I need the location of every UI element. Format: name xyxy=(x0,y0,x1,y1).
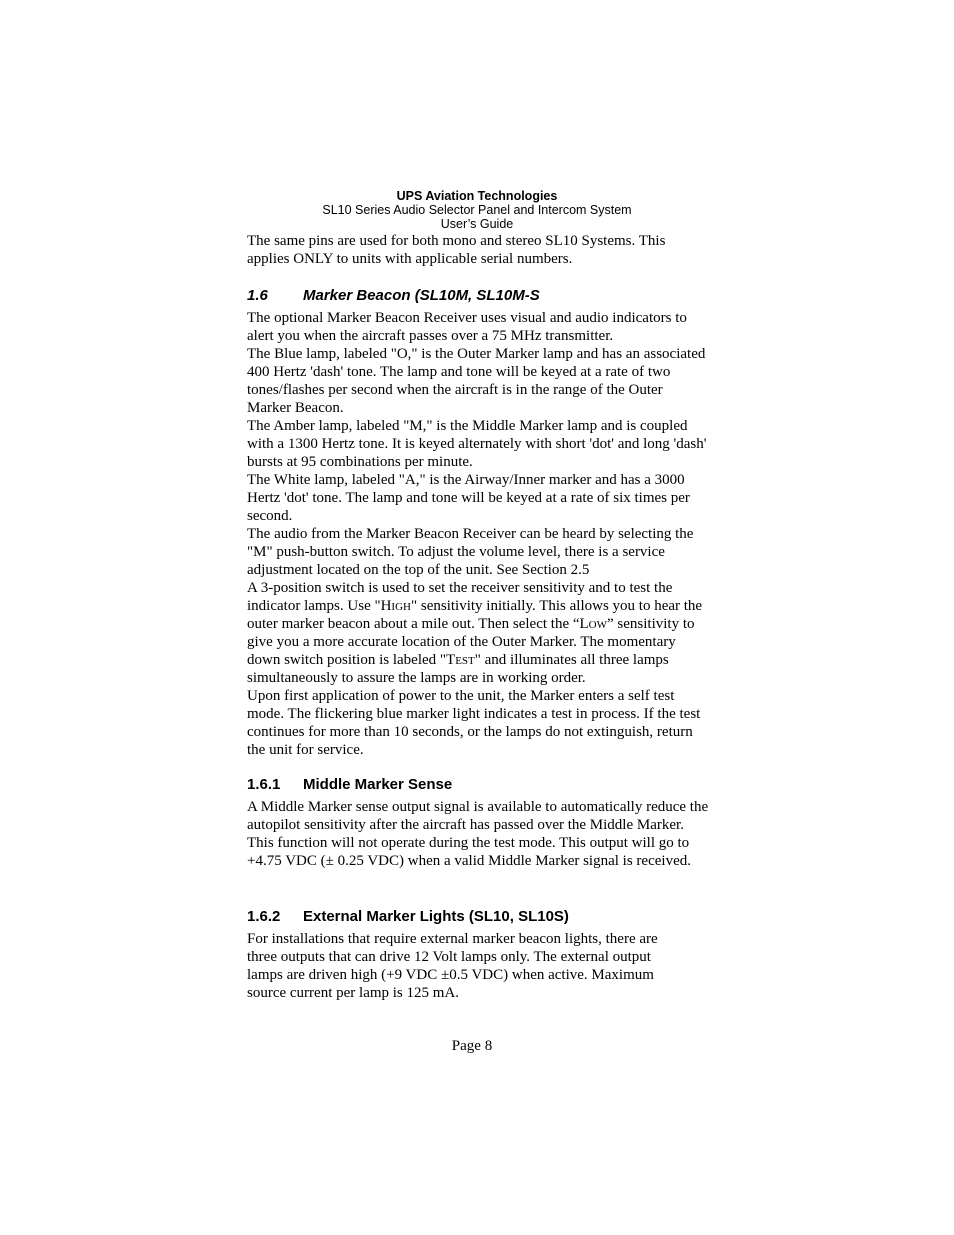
page-number: Page 8 xyxy=(451,1038,493,1054)
text-run: ” sensitivity to give you a more accurate location of the Outer Marker. The momentary down switch position is labeled " xyxy=(247,616,695,668)
text-run: A 3-position switch is used to set the receiver sensitivity and to test the indicator lamps. Use " xyxy=(247,580,673,614)
section-number: 1.6.1 xyxy=(247,776,281,793)
section-title: External Marker Lights (SL10, SL10S) xyxy=(303,908,569,925)
paragraph: The optional Marker Beacon Receiver uses visual and audio indicators to alert you when the aircraft passes over a 75 MHz transmitter. xyxy=(247,310,687,344)
section-title: Middle Marker Sense xyxy=(303,776,453,793)
switch-label-low: Low xyxy=(579,616,608,632)
paragraph xyxy=(247,579,709,687)
switch-label-test: Test xyxy=(446,652,475,668)
header-product: SL10 Series Audio Selector Panel and Intercom System xyxy=(322,203,632,217)
paragraph: For installations that require external marker beacon lights, there are three outputs that can drive 12 Volt lamps only. The external output lamps are driven high (+9 VDC ±0.5 VDC) when active. Maximum source current per lamp is 125 mA. xyxy=(247,931,658,1001)
section-title: Marker Beacon (SL10M, SL10M-S xyxy=(303,287,540,304)
text-run: " and illuminates all three lamps simultaneously to assure the lamps are in working order. xyxy=(247,652,669,686)
section-number: 1.6.2 xyxy=(247,908,281,925)
paragraph: Upon first application of power to the unit, the Marker enters a self test mode. The flickering blue marker light indicates a test in process. If the test continues for more than 10 seconds, or the lamps do not extinguish, return the unit for service. xyxy=(247,688,701,758)
section-1-6-2-body xyxy=(247,930,679,1002)
paragraph: The White lamp, labeled "A," is the Airway/Inner marker and has a 3000 Hertz 'dot' tone. The lamp and tone will be keyed at a rate of six times per second. xyxy=(247,472,690,524)
paragraph: The Amber lamp, labeled "M," is the Middle Marker lamp and is coupled with a 1300 Hertz tone. It is keyed alternately with short 'dot' and long 'dash' bursts at 95 combinations per minute. xyxy=(247,418,707,470)
section-1-6-heading xyxy=(247,287,717,305)
paragraph: The Blue lamp, labeled "O," is the Outer Marker lamp and has an associated 400 Hertz 'dash' tone. The lamp and tone will be keyed at a rate of two tones/flashes per second when the aircraft is in the range of the Outer Marker Beacon. xyxy=(247,346,706,416)
section-number: 1.6 xyxy=(247,287,268,304)
switch-label-high: High xyxy=(380,598,411,614)
paragraph: The audio from the Marker Beacon Receiver can be heard by selecting the "M" push-button switch. To adjust the volume level, there is a service adjustment located on the top of the unit. See Section 2.5 xyxy=(247,526,694,578)
section-1-6-body xyxy=(247,309,709,759)
section-1-6-2-heading xyxy=(247,908,717,926)
section-1-6-1-body xyxy=(247,798,709,870)
intro-paragraph xyxy=(247,232,697,268)
paragraph: A Middle Marker sense output signal is available to automatically reduce the autopilot sensitivity after the aircraft has passed over the Middle Marker. This function will not operate during the test mode. This output will go to +4.75 VDC (± 0.25 VDC) when a valid Middle Marker signal is received. xyxy=(247,799,709,869)
section-1-6-1-heading xyxy=(247,776,717,794)
header-company: UPS Aviation Technologies xyxy=(396,189,558,203)
intro-text: The same pins are used for both mono and stereo SL10 Systems. This applies ONLY to units with applicable serial numbers. xyxy=(247,233,666,267)
text-run: " sensitivity initially. This allows you to hear the outer marker beacon about a mile out. Then select the “ xyxy=(247,598,703,632)
header-doc-title: User’s Guide xyxy=(440,217,514,231)
